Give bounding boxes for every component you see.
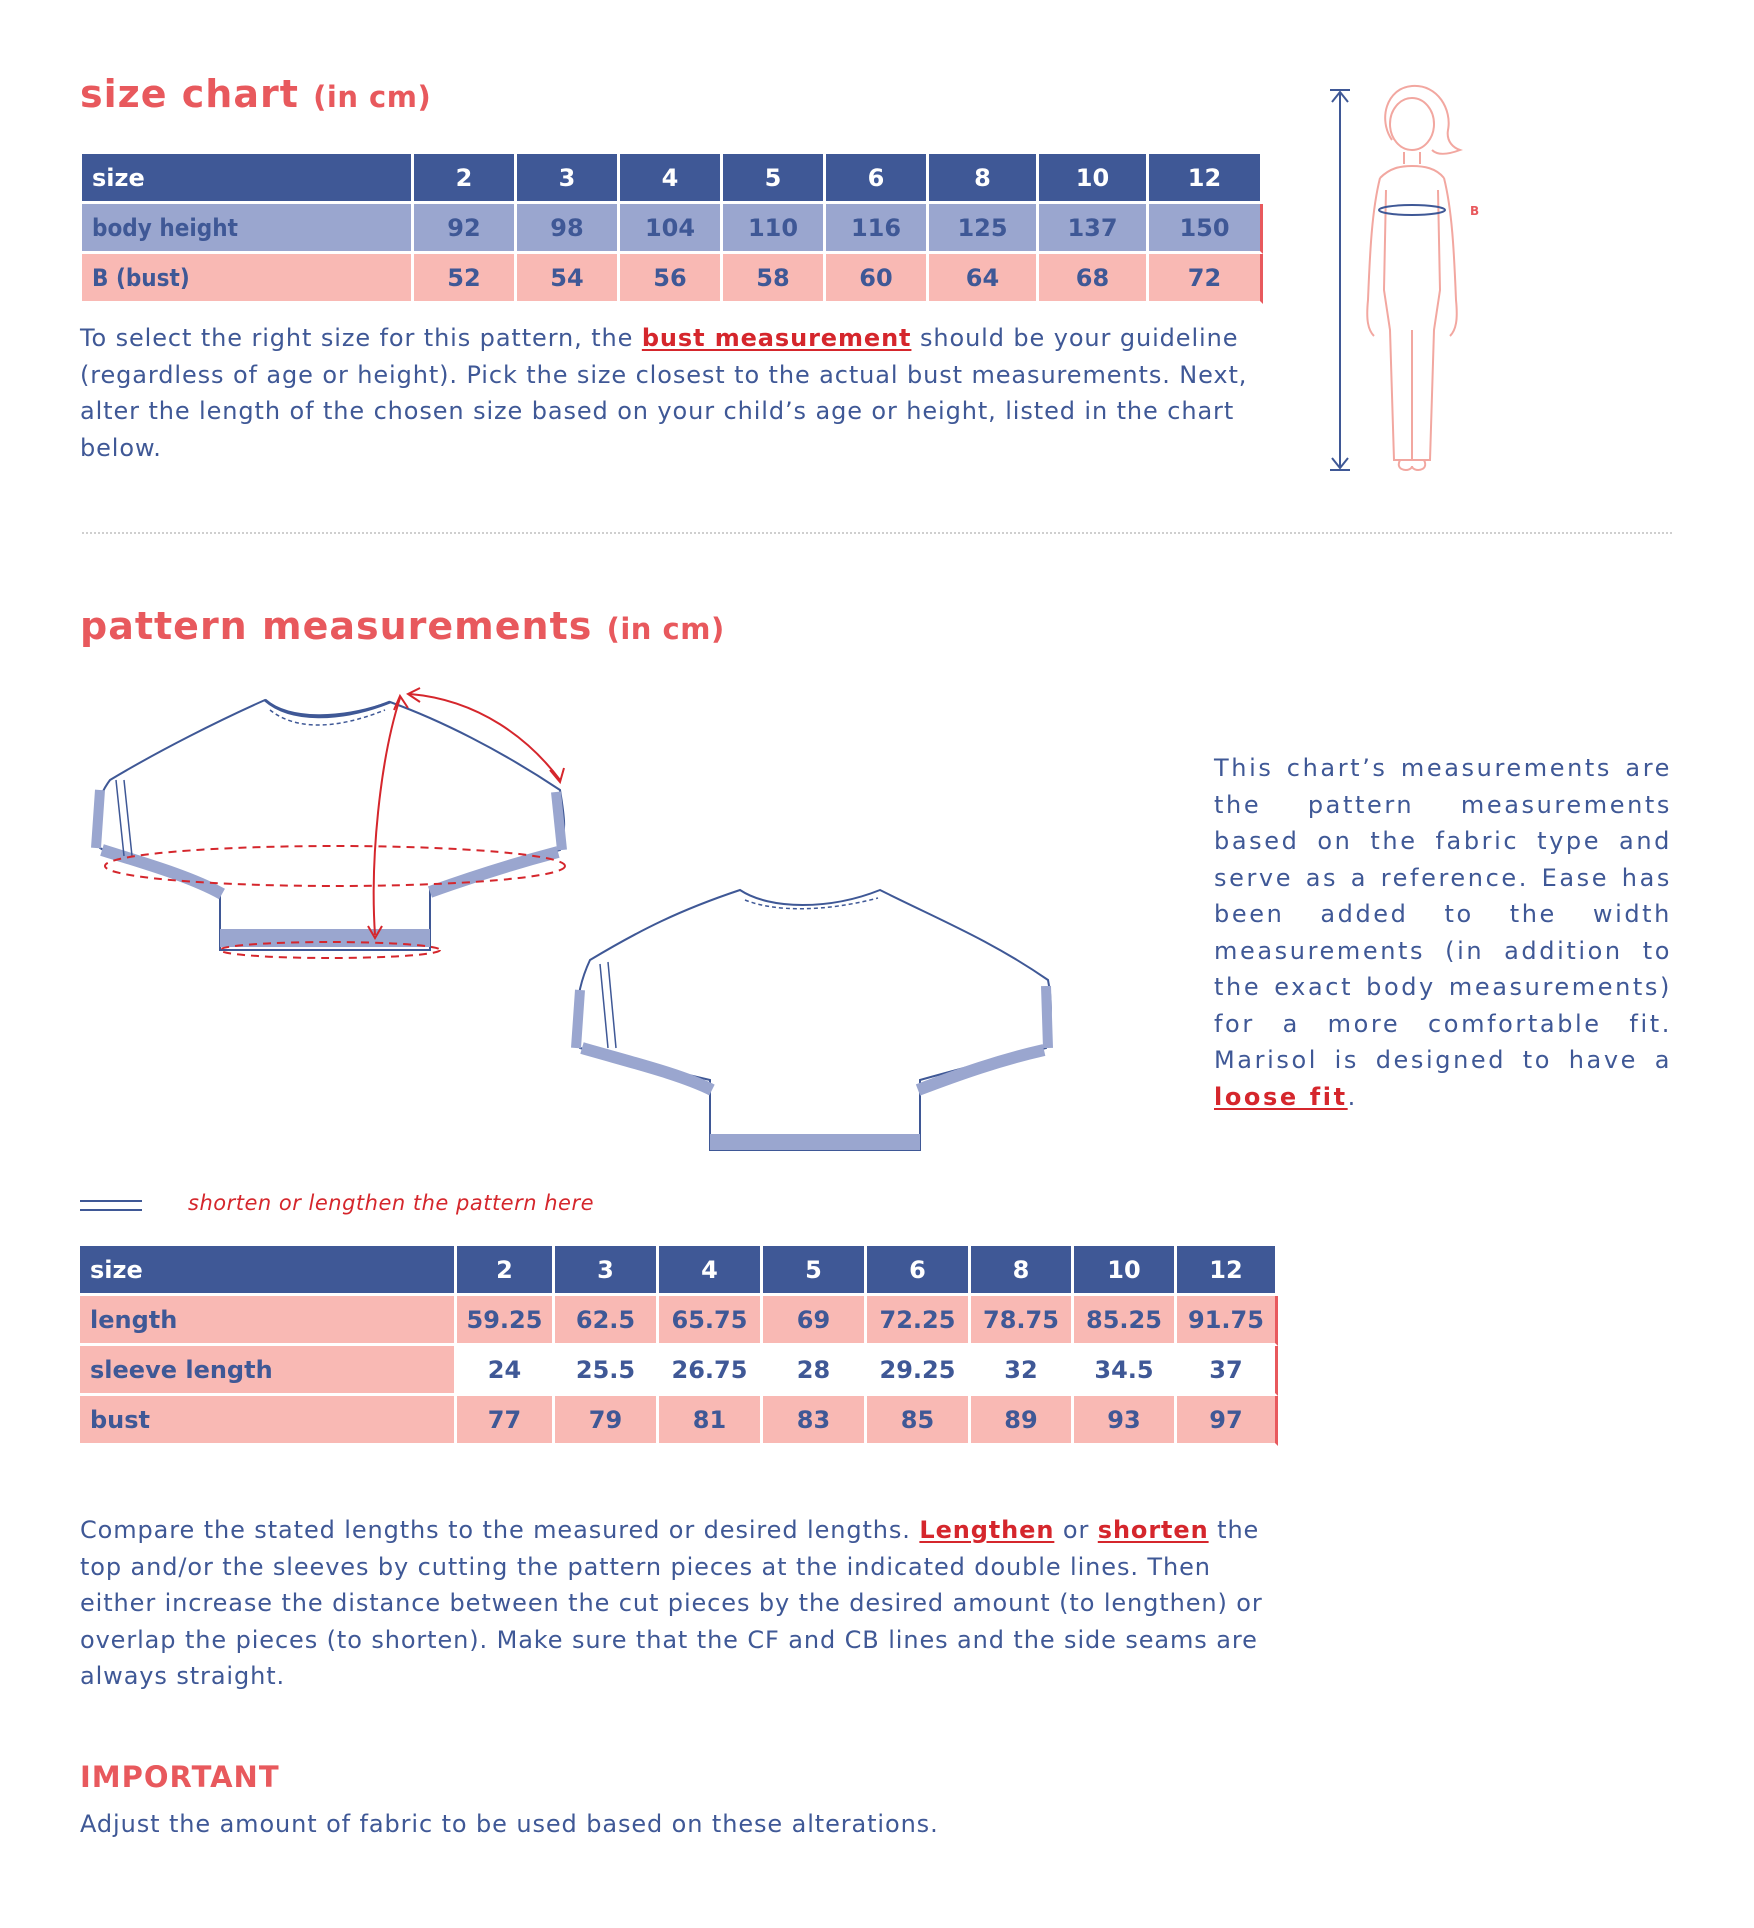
size-chart-row-body-height [82, 204, 1263, 254]
paragraph-text: the top and/or the sleeves by cutting the pattern pieces at the indicated double lines. Then either increase the distance between the cut pieces by the desired amount (to lengthen) or overlap the pieces (to shorten). Make sure that the CF and CB lines and the side seams are always straight. [80, 1516, 1263, 1690]
pattern-size-cell: 5 [763, 1246, 867, 1296]
figure-bust-label: B [1470, 204, 1480, 218]
pattern-value-cell: 81 [659, 1396, 763, 1446]
back-top-icon [576, 890, 1051, 1150]
paragraph-text: or [1054, 1516, 1098, 1544]
size-chart-size-cell: 3 [517, 154, 620, 204]
pattern-size-cell: 6 [867, 1246, 971, 1296]
pattern-value-cell: 69 [763, 1296, 867, 1346]
size-chart-size-cell: 2 [414, 154, 517, 204]
lengthen-link[interactable]: Lengthen [919, 1516, 1055, 1544]
front-top-icon [96, 700, 564, 950]
size-chart-value-cell: 92 [414, 204, 517, 254]
pattern-row-sleeve-length [80, 1346, 1278, 1396]
size-chart-value-cell: 64 [929, 254, 1039, 304]
loose-fit-link[interactable]: loose fit [1214, 1082, 1348, 1111]
size-chart-value-cell: 98 [517, 204, 620, 254]
pattern-value-cell: 72.25 [867, 1296, 971, 1346]
size-chart-size-cell: 4 [620, 154, 723, 204]
size-chart-header-label: size [82, 154, 414, 204]
section-divider [82, 532, 1672, 534]
pattern-value-cell: 25.5 [555, 1346, 659, 1396]
size-chart-table [82, 154, 1263, 304]
size-chart-size-cell: 8 [929, 154, 1039, 204]
size-chart-title-text: size chart [80, 72, 299, 116]
child-outline-icon [1367, 86, 1460, 470]
pattern-value-cell: 93 [1074, 1396, 1177, 1446]
pattern-value-cell: 97 [1177, 1396, 1278, 1446]
size-chart-value-cell: 54 [517, 254, 620, 304]
pattern-size-cell: 10 [1074, 1246, 1177, 1296]
size-chart-size-cell: 5 [723, 154, 826, 204]
size-chart-value-cell: 60 [826, 254, 929, 304]
pattern-row-label: sleeve length [80, 1346, 457, 1396]
pattern-value-cell: 77 [457, 1396, 555, 1446]
size-chart-value-cell: 116 [826, 204, 929, 254]
pattern-value-cell: 24 [457, 1346, 555, 1396]
important-text: Adjust the amount of fabric to be used based on these alterations. [80, 1810, 939, 1838]
size-chart-header-row [82, 154, 1263, 204]
pattern-table-header-row [80, 1246, 1278, 1296]
size-chart-value-cell: 150 [1149, 204, 1263, 254]
pattern-row-label: length [80, 1296, 457, 1346]
bust-line-icon [1379, 205, 1445, 215]
side-text-end: . [1347, 1082, 1358, 1111]
pattern-measurements-title [80, 604, 725, 648]
size-chart-row-bust [82, 254, 1263, 304]
size-chart-title [80, 72, 431, 116]
pattern-value-cell: 37 [1177, 1346, 1278, 1396]
size-chart-row-label [82, 254, 414, 304]
pattern-size-cell: 2 [457, 1246, 555, 1296]
pattern-value-cell: 78.75 [971, 1296, 1074, 1346]
pattern-value-cell: 32 [971, 1346, 1074, 1396]
size-chart-value-cell: 125 [929, 204, 1039, 254]
paragraph-text: Compare the stated lengths to the measured or desired lengths. [80, 1516, 920, 1544]
pattern-side-text [1214, 750, 1672, 1115]
garment-front-drawing [80, 680, 580, 980]
pattern-measurements-unit: (in cm) [606, 612, 725, 646]
double-line-legend-icon [80, 1196, 144, 1216]
paragraph-text: To select the right size for this pattern, the [80, 324, 642, 352]
pattern-value-cell: 28 [763, 1346, 867, 1396]
pattern-value-cell: 89 [971, 1396, 1074, 1446]
pattern-size-cell: 12 [1177, 1246, 1278, 1296]
bust-measurement-link[interactable]: bust measurement [641, 324, 912, 352]
size-chart-value-cell: 56 [620, 254, 723, 304]
shorten-link[interactable]: shorten [1097, 1516, 1209, 1544]
size-chart-paragraph [80, 320, 1270, 466]
size-chart-value-cell: 110 [723, 204, 826, 254]
pattern-value-cell: 85.25 [1074, 1296, 1177, 1346]
pattern-value-cell: 91.75 [1177, 1296, 1278, 1346]
pattern-row-length [80, 1296, 1278, 1346]
size-chart-size-cell: 6 [826, 154, 929, 204]
pattern-value-cell: 34.5 [1074, 1346, 1177, 1396]
pattern-table-header-label: size [80, 1246, 457, 1296]
row-label-text: (bust) [108, 263, 190, 292]
size-chart-row-label [82, 204, 414, 254]
size-chart-value-cell: 104 [620, 204, 723, 254]
important-title: IMPORTANT [80, 1760, 280, 1794]
pattern-size-cell: 3 [555, 1246, 659, 1296]
size-chart-size-cell: 10 [1039, 154, 1149, 204]
legend-text: shorten or lengthen the pattern here [188, 1191, 594, 1215]
pattern-value-cell: 83 [763, 1396, 867, 1446]
row-label-bold: B [92, 263, 109, 292]
size-chart-value-cell: 72 [1149, 254, 1263, 304]
size-chart-unit: (in cm) [313, 80, 432, 114]
paragraph-text: should be your guideline (regardless of age or height). Pick the size closest to the actual bust measurements. Next, alter the length of the chosen size based on your child’s age or height, listed in the chart below. [80, 324, 1248, 462]
pattern-value-cell: 29.25 [867, 1346, 971, 1396]
pattern-value-cell: 59.25 [457, 1296, 555, 1346]
garment-back-drawing [560, 880, 1060, 1170]
size-chart-value-cell: 58 [723, 254, 826, 304]
side-text: This chart’s measurements are the pattern measurements based on the fabric type and serve as a reference. Ease has been added to the width measurements (in addition to the exact body measurements) for a more comfortable fit. Marisol is designed to have a [1214, 754, 1672, 1074]
size-chart-value-cell: 52 [414, 254, 517, 304]
row-label-text: body height [92, 213, 238, 242]
size-chart-size-cell: 12 [1149, 154, 1263, 204]
pattern-row-bust [80, 1396, 1278, 1446]
pattern-size-cell: 8 [971, 1246, 1074, 1296]
size-chart-value-cell: 68 [1039, 254, 1149, 304]
pattern-measurements-table [80, 1246, 1278, 1446]
pattern-row-label: bust [80, 1396, 457, 1446]
pattern-measurements-title-text: pattern measurements [80, 604, 593, 648]
height-arrow-icon [1330, 90, 1350, 470]
pattern-value-cell: 85 [867, 1396, 971, 1446]
size-chart-value-cell: 137 [1039, 204, 1149, 254]
pattern-value-cell: 26.75 [659, 1346, 763, 1396]
pattern-value-cell: 62.5 [555, 1296, 659, 1346]
pattern-paragraph [80, 1512, 1290, 1695]
pattern-size-cell: 4 [659, 1246, 763, 1296]
pattern-value-cell: 79 [555, 1396, 659, 1446]
child-body-figure [1320, 80, 1500, 480]
pattern-value-cell: 65.75 [659, 1296, 763, 1346]
